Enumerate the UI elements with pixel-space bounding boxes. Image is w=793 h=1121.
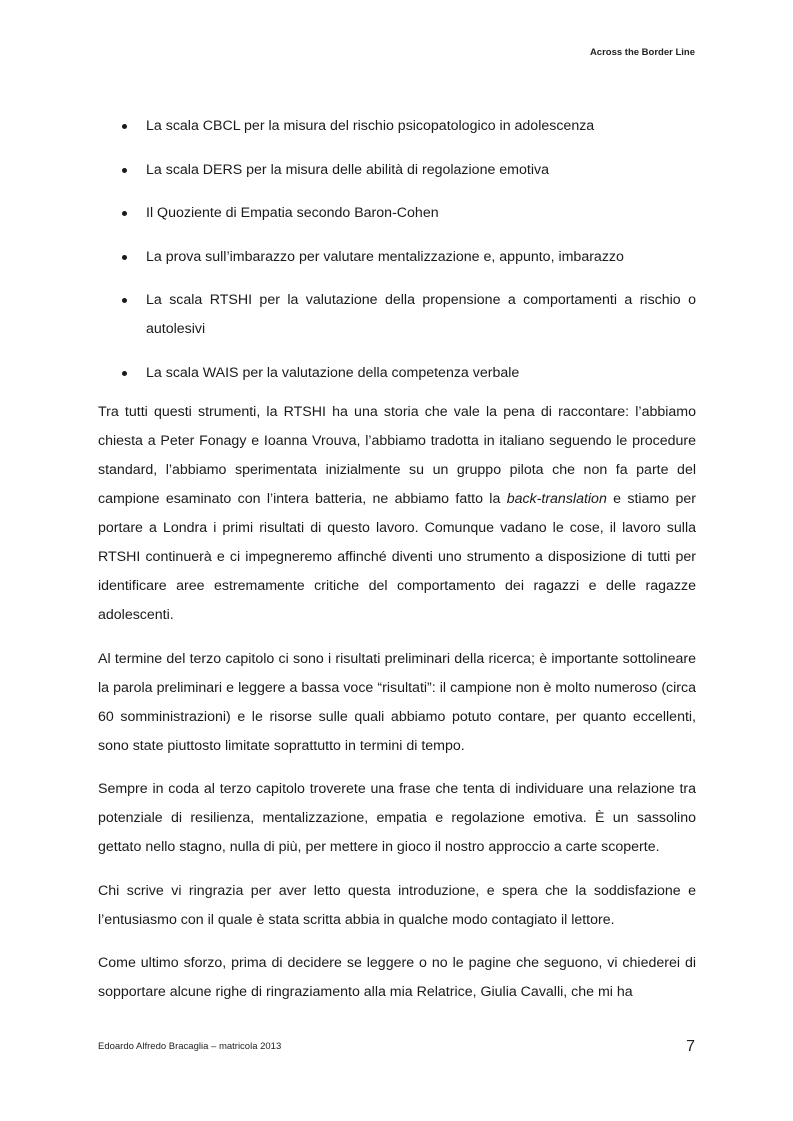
- paragraph-final: Come ultimo sforzo, prima di decidere se leggere o no le pagine che seguono, vi chiederei di sopportare alcune righe di ringraziamento alla mia Relatrice, Giulia Cavalli, che mi ha: [98, 955, 696, 1000]
- list-item-text: La prova sull’imbarazzo per valutare mentalizzazione e, appunto, imbarazzo: [146, 248, 624, 265]
- list-item: [98, 156, 696, 185]
- paragraph-results: Al termine del terzo capitolo ci sono i risultati preliminari della ricerca; è importante sottolineare la parola preliminari e leggere a bassa voce “risultati”: il campione non è molto numeroso (circa 60 somministrazioni) e le risorse sulle quali abbiamo potuto contare, per quanto eccellenti, sono state piuttosto limitate soprattutto in termini di tempo.: [98, 650, 696, 754]
- paragraph-text: Tra tutti questi strumenti, la RTSHI ha una storia che vale la pena di raccontare: l’abbiamo chiesta a Peter Fonagy e Ioanna Vrouva, l’abbiamo tradotta in italiano seguendo le procedure standard, l’abbiamo sperimentata inizialmente su un gruppo pilota che non fa parte del campione esaminato con l’intera batteria, ne abbiamo fatto la: [98, 404, 696, 507]
- list-item: [98, 112, 696, 141]
- body-text: [98, 398, 696, 1022]
- list-item: [98, 286, 696, 344]
- list-item-text: La scala DERS per la misura delle abilità di regolazione emotiva: [146, 161, 549, 178]
- bullet-icon: [122, 255, 127, 260]
- list-item-text: La scala RTSHI per la valutazione della propensione a comportamenti a rischio o autolesivi: [146, 292, 696, 337]
- list-item: [98, 199, 696, 228]
- paragraph-rtshi: [98, 398, 696, 630]
- running-header: Across the Border Line: [589, 47, 695, 58]
- paragraph-relation: Sempre in coda al terzo capitolo troverete una frase che tenta di individuare una relazione tra potenziale di resilienza, mentalizzazione, empatia e regolazione emotiva. È un sassolino gettato nello stagno, nulla di più, per mettere in gioco il nostro approccio a carte scoperte.: [98, 781, 696, 855]
- list-item-text: La scala CBCL per la misura del rischio psicopatologico in adolescenza: [146, 118, 595, 134]
- list-item: [98, 359, 696, 388]
- italic-term: back-translation: [506, 491, 607, 507]
- bullet-icon: [122, 211, 127, 216]
- list-item-text: Il Quoziente di Empatia secondo Baron-Cohen: [146, 205, 439, 221]
- list-item-text: La scala WAIS per la valutazione della competenza verbale: [146, 364, 520, 381]
- bullet-icon: [122, 371, 127, 376]
- paragraph-thanks: Chi scrive vi ringrazia per aver letto questa introduzione, e spera che la soddisfazione e l’entusiasmo con il quale è stata scritta abbia in qualche modo contagiato il lettore.: [98, 882, 696, 928]
- list-item: [98, 243, 696, 272]
- bullet-icon: [122, 124, 127, 129]
- instrument-list: [98, 112, 696, 402]
- bullet-icon: [122, 168, 127, 173]
- bullet-icon: [122, 298, 127, 303]
- footer-author: Edoardo Alfredo Bracaglia – matricola 2013: [98, 1041, 282, 1052]
- paragraph-text: e stiamo per portare a Londra i primi risultati di questo lavoro. Comunque vadano le cose, il lavoro sulla RTSHI continuerà e ci impegneremo affinché diventi uno strumento a disposizione di tutti per identificare aree estremamente critiche del comportamento dei ragazzi e delle ragazze adolescenti.: [98, 491, 696, 623]
- page-number: 7: [686, 1038, 695, 1055]
